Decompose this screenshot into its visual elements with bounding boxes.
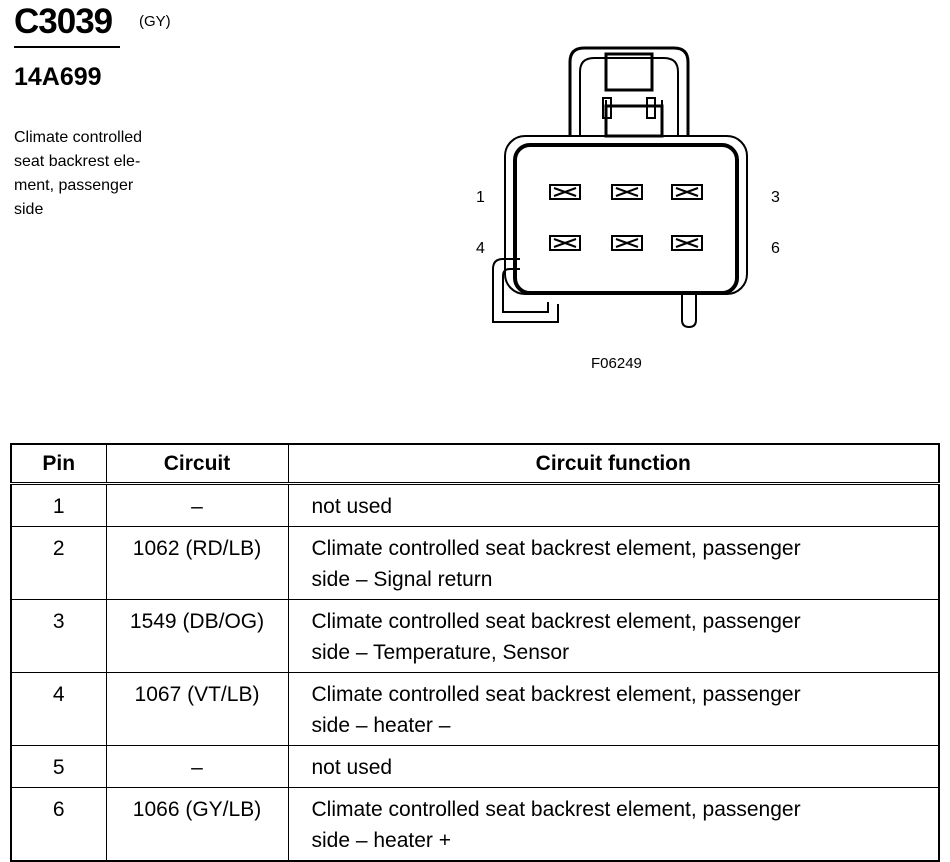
part-number: 14A699: [14, 63, 102, 91]
connector-face-diagram: [470, 44, 770, 344]
table-row: [11, 527, 939, 600]
description-line: ment, passenger: [14, 177, 134, 194]
pinout-table: [10, 443, 940, 862]
circuit-cell: 1549 (DB/OG): [106, 600, 288, 673]
connector-outer-body: [505, 136, 747, 294]
circuit-cell: 1066 (GY/LB): [106, 788, 288, 862]
pin-label-1: 1: [476, 189, 485, 206]
latch-housing: [570, 48, 688, 136]
function-cell: [288, 673, 939, 746]
function-cell: [288, 600, 939, 673]
pin-cavity: [550, 236, 580, 250]
circuit-cell: –: [106, 746, 288, 788]
pin-cavity: [612, 236, 642, 250]
table-header-row: [11, 444, 939, 484]
function-line: Climate controlled seat backrest element, passenger: [311, 537, 801, 560]
figure-number: F06249: [591, 355, 642, 372]
column-header-circuit-function: Circuit function: [288, 444, 939, 484]
latch-post-right: [647, 98, 655, 118]
function-cell: not used: [288, 484, 939, 527]
pin-cell: 4: [11, 673, 106, 746]
pin-cavities: [550, 185, 702, 250]
connector-color-code: (GY): [139, 13, 171, 30]
table-row: [11, 673, 939, 746]
pin-cell: 3: [11, 600, 106, 673]
latch-tab: [606, 54, 652, 90]
latch-lock: [606, 106, 662, 136]
table-row: [11, 746, 939, 788]
function-line: side – Signal return: [311, 568, 493, 591]
connector-description: [14, 126, 174, 222]
pin-cavity: [550, 185, 580, 199]
column-header-circuit: Circuit: [106, 444, 288, 484]
connector-inner-body: [515, 145, 737, 293]
circuit-cell: 1062 (RD/LB): [106, 527, 288, 600]
title-underline: [14, 46, 120, 48]
description-line: side: [14, 201, 44, 218]
circuit-cell: –: [106, 484, 288, 527]
function-cell: not used: [288, 746, 939, 788]
table-row: [11, 600, 939, 673]
pin-cavity: [672, 185, 702, 199]
function-cell: [288, 788, 939, 862]
function-line: side – Temperature, Sensor: [311, 641, 570, 664]
description-line: Climate controlled: [14, 129, 143, 146]
table-row: [11, 788, 939, 862]
pin-cell: 2: [11, 527, 106, 600]
bottom-peg: [682, 294, 696, 327]
function-line: Climate controlled seat backrest element, passenger: [311, 798, 801, 821]
pin-label-4: 4: [476, 240, 485, 257]
circuit-cell: 1067 (VT/LB): [106, 673, 288, 746]
function-line: side – heater –: [311, 714, 451, 737]
function-line: side – heater +: [311, 829, 452, 852]
function-line: Climate controlled seat backrest element, passenger: [311, 683, 801, 706]
table-row: [11, 484, 939, 527]
column-header-pin: Pin: [11, 444, 106, 484]
pin-label-3: 3: [771, 189, 780, 206]
pin-label-6: 6: [771, 240, 780, 257]
function-cell: [288, 527, 939, 600]
pin-cell: 6: [11, 788, 106, 862]
pin-cell: 1: [11, 484, 106, 527]
pin-cavity: [672, 236, 702, 250]
function-line: Climate controlled seat backrest element, passenger: [311, 610, 801, 633]
description-line: seat backrest ele-: [14, 153, 141, 170]
pin-cavity: [612, 185, 642, 199]
connector-id: C3039: [14, 2, 113, 41]
pin-cell: 5: [11, 746, 106, 788]
